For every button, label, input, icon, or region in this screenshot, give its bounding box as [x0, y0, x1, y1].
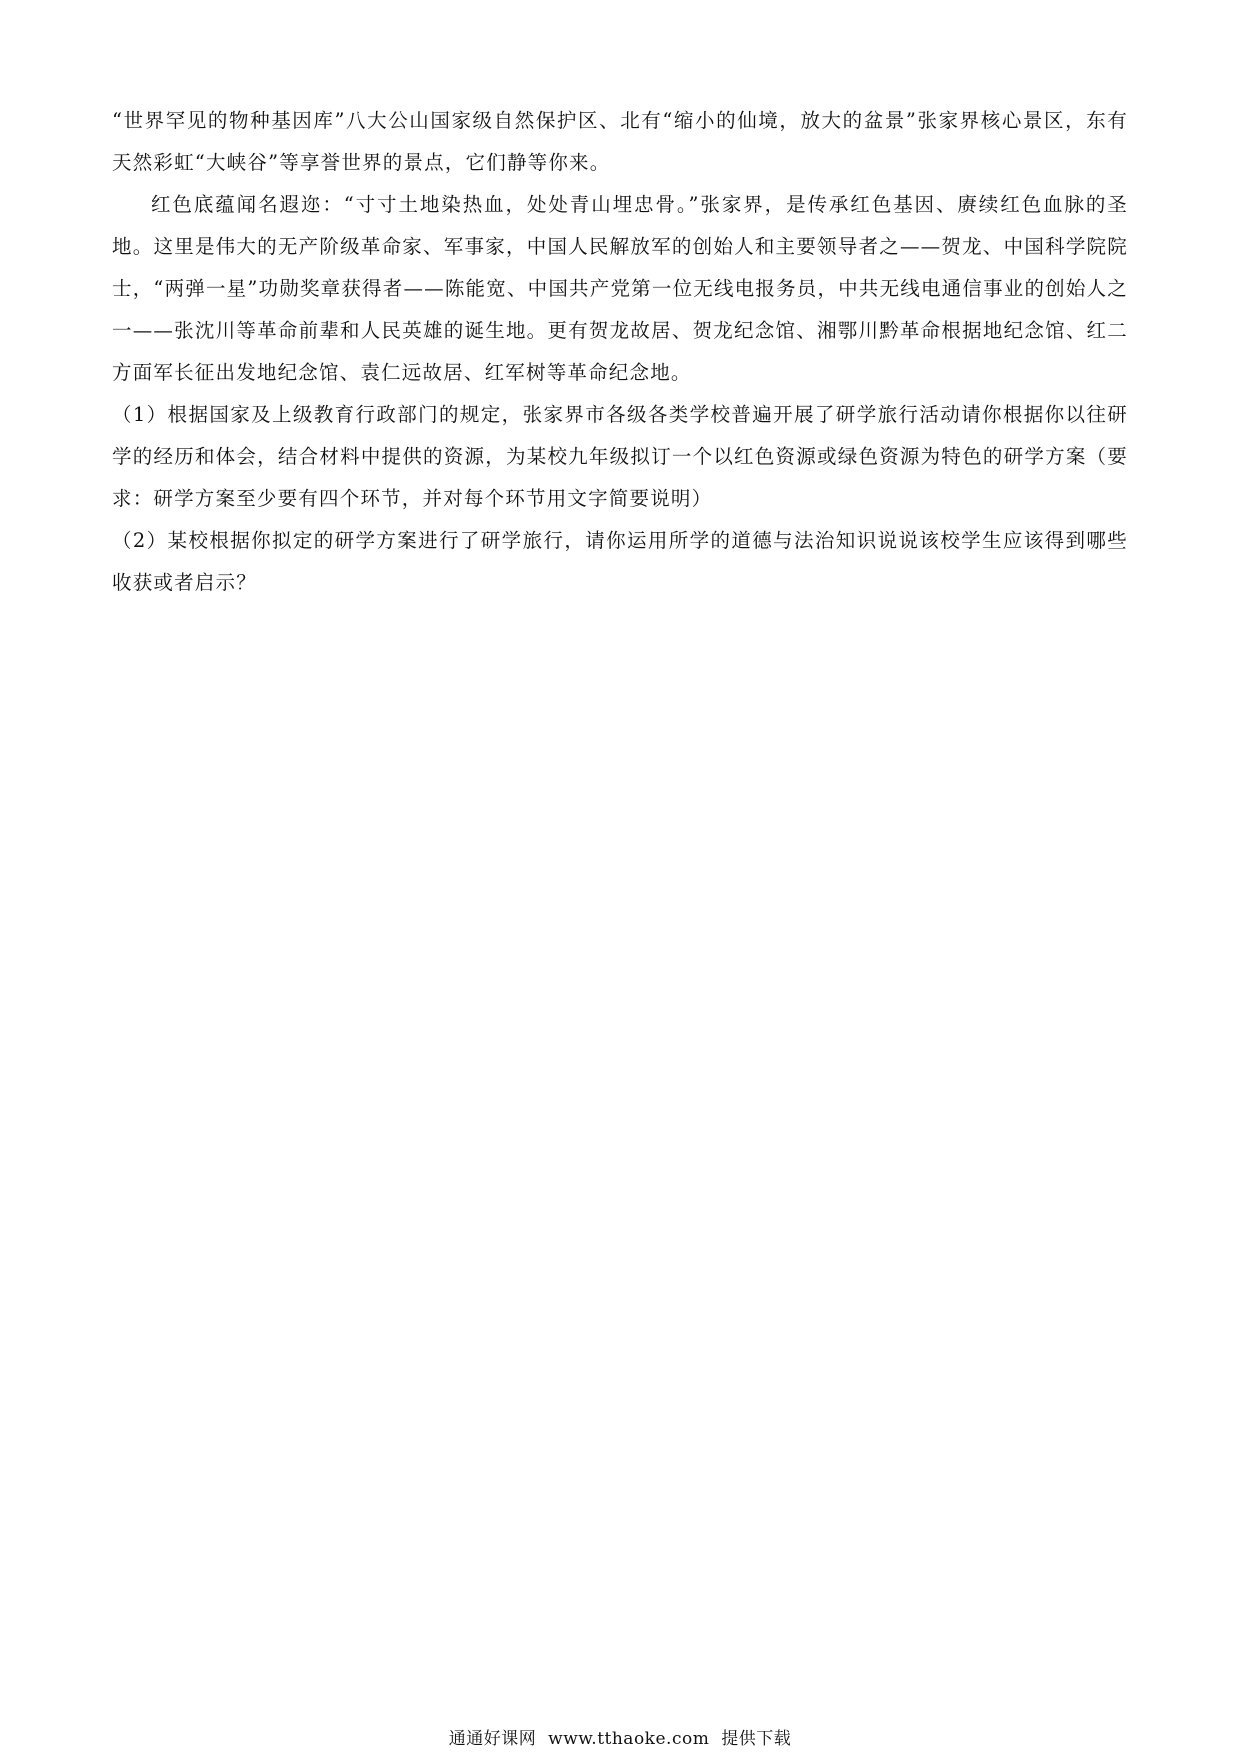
- intro-paragraph: “世界罕见的物种基因库”八大公山国家级自然保护区、北有“缩小的仙境，放大的盆景”张家界核心景区，东有天然彩虹“大峡谷”等享誉世界的景点，它们静等你来。: [112, 109, 1128, 174]
- document-body: [112, 100, 1128, 604]
- page-footer: [0, 1724, 1240, 1749]
- question-1: （1）根据国家及上级教育行政部门的规定，张家界市各级各类学校普遍开展了研学旅行活动请你根据你以往研学的经历和体会，结合材料中提供的资源，为某校九年级拟订一个以红色资源或绿色资源为特色的研学方案（要求：研学方案至少要有四个环节，并对每个环节用文字简要说明）: [112, 403, 1128, 510]
- footer-site-name: 通通好课网: [448, 1729, 537, 1749]
- question-2: （2）某校根据你拟定的研学方案进行了研学旅行，请你运用所学的道德与法治知识说说该校学生应该得到哪些收获或者启示？: [112, 529, 1128, 594]
- footer-suffix: 提供下载: [721, 1729, 792, 1749]
- red-heritage-paragraph: 红色底蕴闻名遐迩：“寸寸土地染热血，处处青山埋忠骨。”张家界，是传承红色基因、赓续红色血脉的圣地。这里是伟大的无产阶级革命家、军事家，中国人民解放军的创始人和主要领导者之——贺龙、中国科学院院士，“两弹一星”功勋奖章获得者——陈能宽、中国共产党第一位无线电报务员，中共无线电通信事业的创始人之一——张沈川等革命前辈和人民英雄的诞生地。更有贺龙故居、贺龙纪念馆、湘鄂川黔革命根据地纪念馆、红二方面军长征出发地纪念馆、袁仁远故居、红军树等革命纪念地。: [112, 193, 1128, 384]
- footer-url[interactable]: www.tthaoke.com: [548, 1729, 710, 1749]
